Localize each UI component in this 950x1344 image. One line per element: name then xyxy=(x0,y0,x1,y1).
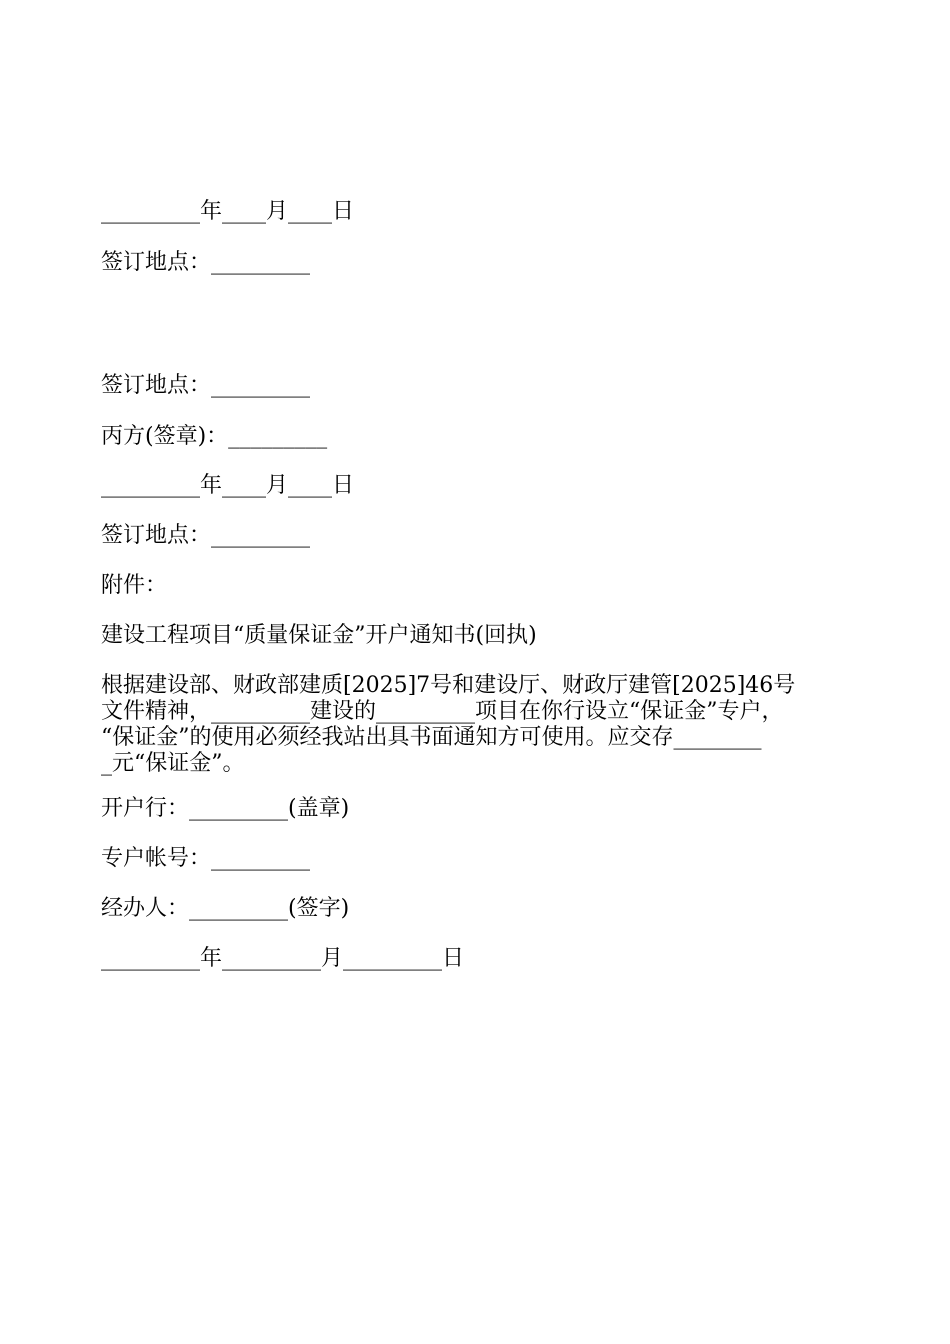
date-line: _________年____月____日 xyxy=(101,473,355,498)
signing-place: 签订地点：_________ xyxy=(101,523,311,548)
attachment-label: 附件： xyxy=(101,573,168,598)
handler-field: 经办人：_________(签字) xyxy=(101,896,350,921)
notice-title: 建设工程项目“质量保证金”开户通知书(回执) xyxy=(101,623,537,648)
notice-body xyxy=(101,673,861,777)
signing-place: 签订地点：_________ xyxy=(101,373,311,398)
date-line: _________年____月____日 xyxy=(101,199,355,224)
party-c-signature: 丙方(签章)：_________ xyxy=(101,424,328,449)
notice-body-line: “保证金”的使用必须经我站出具书面通知方可使用。应交存________ xyxy=(101,725,762,750)
notice-body-line: 文件精神，_________建设的_________项目在你行设立“保证金”专户， xyxy=(101,699,784,724)
account-field: 专户帐号：_________ xyxy=(101,846,311,871)
notice-body-line: _元“保证金”。 xyxy=(101,751,245,776)
bank-field: 开户行：_________(盖章) xyxy=(101,796,350,821)
date-line: _________年_________月_________日 xyxy=(101,946,465,971)
signing-place: 签订地点：_________ xyxy=(101,250,311,275)
notice-body-line: 根据建设部、财政部建质[2025]7号和建设厅、财政厅建管[2025]46号 xyxy=(101,673,796,698)
